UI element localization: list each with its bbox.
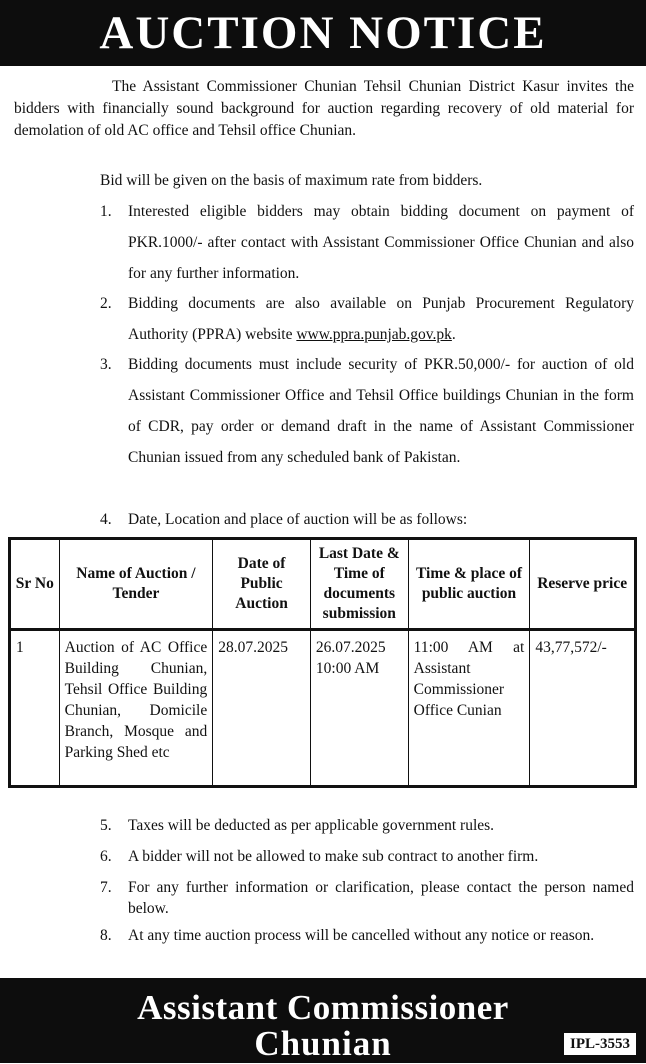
col-header-date: Date of Public Auction xyxy=(213,539,311,630)
cell-last-date-day: 26.07.2025 xyxy=(315,639,386,656)
list-item xyxy=(100,349,634,473)
item-number: 2. xyxy=(100,295,112,312)
cell-time-place: 11:00 AM at Assistant Commissioner Office Cunian xyxy=(408,630,530,787)
bid-basis: Bid will be given on the basis of maximum rate from bidders. xyxy=(100,172,483,189)
issuer-title: Assistant Commissioner xyxy=(137,988,509,1027)
item-text: For any further information or clarification, please contact the person named below. xyxy=(128,879,634,917)
item-text: Interested eligible bidders may obtain bidding document on payment of PKR.1000/- after contact with Assistant Commissioner Office Chunian and also for any further information. xyxy=(128,203,634,282)
notice-header xyxy=(0,0,646,66)
list-item xyxy=(100,288,634,350)
ipl-code-badge: IPL-3553 xyxy=(564,1033,636,1055)
col-header-reserve: Reserve price xyxy=(530,539,636,630)
auction-table xyxy=(8,537,637,788)
item-text: Bidding documents must include security of PKR.50,000/- for auction of old Assistant Commissioner Office and Tehsil Office buildings Chunian in the form of CDR, pay order or demand draft in the name of Assistant Commissioner Chunian issued from any scheduled bank of Pakistan. xyxy=(128,356,634,466)
cell-last-date-time: 10:00 AM xyxy=(315,660,380,677)
cell-last-date xyxy=(310,630,408,787)
list-item xyxy=(100,504,634,535)
table-header-row xyxy=(10,539,636,630)
item-text: At any time auction process will be cancelled without any notice or reason. xyxy=(128,927,595,944)
col-header-name: Name of Auction / Tender xyxy=(59,539,213,630)
cell-reserve: 43,77,572/- xyxy=(530,630,636,787)
list-item xyxy=(100,925,634,946)
intro-paragraph xyxy=(14,76,634,142)
item-text: Bidding documents are also available on Punjab Procurement Regulatory Authority (PPRA) website www.ppra.punjab.gov.pk. xyxy=(128,295,634,343)
item-number: 4. xyxy=(100,511,112,528)
cell-sr: 1 xyxy=(10,630,60,787)
item-text: Taxes will be deducted as per applicable government rules. xyxy=(128,817,495,834)
list-item xyxy=(100,846,634,867)
item-number: 3. xyxy=(100,356,112,373)
intro-text: The Assistant Commissioner Chunian Tehsil Chunian District Kasur invites the bidders with financially sound background for auction regarding recovery of old material for demolation of old AC office and Tehsil office Chunian. xyxy=(14,78,634,139)
col-header-sr: Sr No xyxy=(10,539,60,630)
item-number: 8. xyxy=(100,927,112,944)
item-number: 5. xyxy=(100,817,112,834)
item-text: Date, Location and place of auction will be as follows: xyxy=(128,511,468,528)
item-number: 7. xyxy=(100,879,112,896)
item-number: 1. xyxy=(100,203,112,220)
col-header-last-date: Last Date & Time of documents submission xyxy=(310,539,408,630)
cell-name: Auction of AC Office Building Chunian, Tehsil Office Building Chunian, Domicile Branch, Mosque and Parking Shed etc xyxy=(59,630,213,787)
list-item xyxy=(100,196,634,289)
notice-title: AUCTION NOTICE xyxy=(99,7,547,59)
list-item xyxy=(100,877,634,919)
item-number: 6. xyxy=(100,848,112,865)
issuer-location: Chunian xyxy=(254,1024,392,1063)
item-text: A bidder will not be allowed to make sub contract to another firm. xyxy=(128,848,539,865)
list-item xyxy=(100,815,634,836)
cell-date: 28.07.2025 xyxy=(213,630,311,787)
ppra-website-link[interactable]: www.ppra.punjab.gov.pk xyxy=(296,326,452,343)
col-header-time-place: Time & place of public auction xyxy=(408,539,530,630)
notice-footer xyxy=(0,978,646,1063)
table-row xyxy=(10,630,636,787)
